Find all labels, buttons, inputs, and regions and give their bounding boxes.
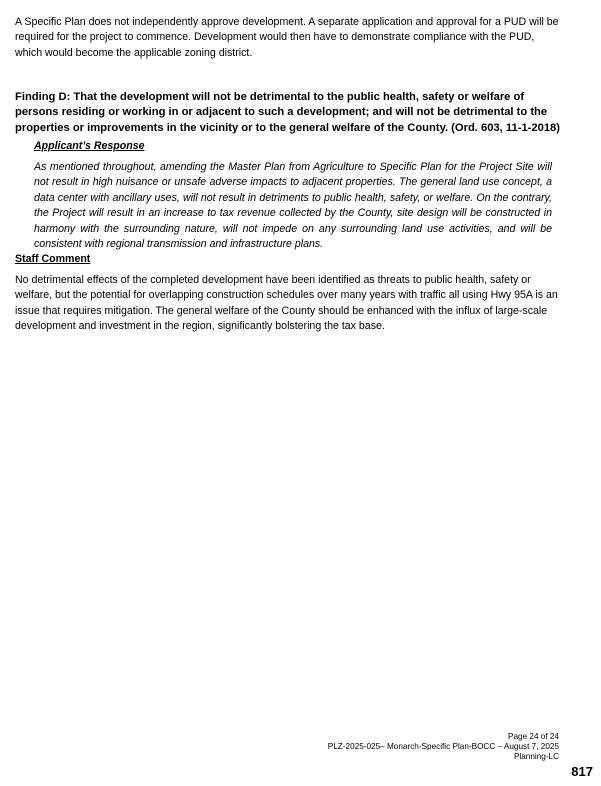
footer-case-label: PLZ-2025-025– Monarch-Specific Plan-BOCC – August 7, 2025	[327, 742, 559, 751]
footer-department-label: Planning-LC	[513, 752, 559, 761]
applicant-response-heading: Applicant’s Response	[34, 140, 145, 152]
staff-comment-heading: Staff Comment	[15, 253, 91, 265]
footer-page-label: Page 24 of 24	[508, 732, 559, 741]
applicant-response-text: As mentioned throughout, amending the Master Plan from Agriculture to Specific Plan for the Project Site will not result in high nuisance or unsafe adverse impacts to adjacent properties. The general land use concept, a data center with ancillary uses, will not result in detriments to public health, safety, or welfare. On the contrary, the Project will result in an increase to tax revenue collected by the County, site design will be constructed in harmony with the surrounding nature, will not impede on any surrounding land use activities, and will be consistent with regional transmission and infrastructure plans.	[34, 161, 552, 251]
finding-d-heading: Finding D: That the development will not be detrimental to the public health, safety or welfare of persons residing or working in or adjacent to such a development; and will not be detrimental to the properties or improvements in the vicinity or to the general welfare of the County. (Ord. 603, 11-1-2018)	[15, 91, 561, 134]
page-number: 817	[571, 764, 593, 779]
intro-paragraph: A Specific Plan does not independently approve development. A separate application and approval for a PUD will be required for the project to commence. Development would then have to demonstrate compliance with the PUD, which would become the applicable zoning district.	[15, 16, 559, 59]
staff-comment-text: No detrimental effects of the completed development have been identified as threats to public health, safety or welfare, but the potential for overlapping construction schedules over many years with traffic all using Hwy 95A is an issue that requires mitigation. The general welfare of the County should be enhanced with the influx of large-scale development and investment in the region, significantly bolstering the tax base.	[15, 274, 558, 333]
